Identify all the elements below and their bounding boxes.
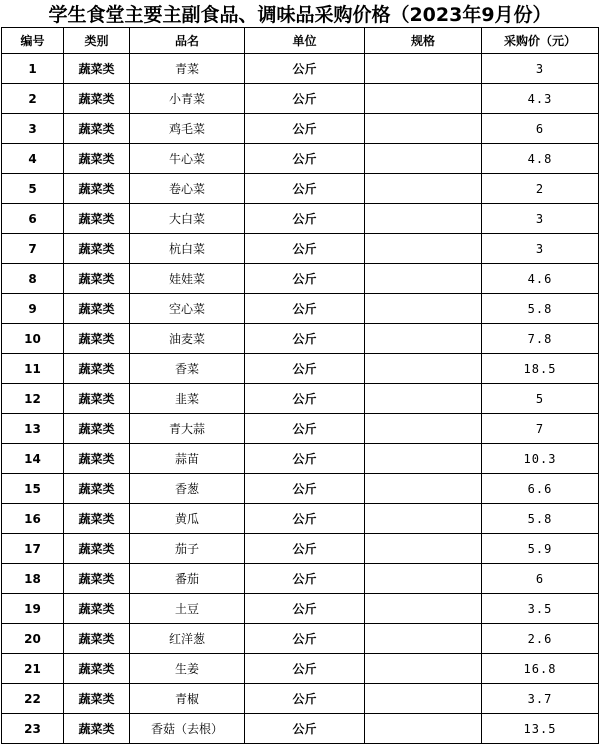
cell-spec: [365, 234, 482, 264]
cell-spec: [365, 354, 482, 384]
cell-name: 茄子: [130, 534, 245, 564]
cell-spec: [365, 474, 482, 504]
cell-name: 黄瓜: [130, 504, 245, 534]
cell-category: 蔬菜类: [64, 444, 130, 474]
cell-unit: 公斤: [245, 534, 365, 564]
cell-price: 6: [482, 114, 599, 144]
header-name: 品名: [130, 28, 245, 54]
cell-spec: [365, 114, 482, 144]
cell-category: 蔬菜类: [64, 264, 130, 294]
cell-no: 2: [2, 84, 64, 114]
cell-name: 小青菜: [130, 84, 245, 114]
table-row: [2, 234, 599, 264]
cell-spec: [365, 444, 482, 474]
cell-category: 蔬菜类: [64, 684, 130, 714]
table-row: [2, 594, 599, 624]
cell-no: 22: [2, 684, 64, 714]
header-price: 采购价（元）: [482, 28, 599, 54]
cell-price: 10.3: [482, 444, 599, 474]
cell-price: 16.8: [482, 654, 599, 684]
cell-category: 蔬菜类: [64, 234, 130, 264]
cell-name: 青大蒜: [130, 414, 245, 444]
cell-price: 3: [482, 54, 599, 84]
cell-price: 5: [482, 384, 599, 414]
header-row: [2, 28, 599, 54]
cell-name: 卷心菜: [130, 174, 245, 204]
cell-unit: 公斤: [245, 84, 365, 114]
table-row: [2, 54, 599, 84]
cell-spec: [365, 84, 482, 114]
cell-unit: 公斤: [245, 504, 365, 534]
cell-category: 蔬菜类: [64, 534, 130, 564]
cell-unit: 公斤: [245, 714, 365, 744]
table-row: [2, 684, 599, 714]
cell-unit: 公斤: [245, 444, 365, 474]
cell-price: 3.5: [482, 594, 599, 624]
cell-unit: 公斤: [245, 684, 365, 714]
cell-unit: 公斤: [245, 294, 365, 324]
cell-no: 12: [2, 384, 64, 414]
cell-spec: [365, 324, 482, 354]
cell-no: 6: [2, 204, 64, 234]
cell-spec: [365, 624, 482, 654]
cell-name: 蒜苗: [130, 444, 245, 474]
cell-unit: 公斤: [245, 114, 365, 144]
cell-name: 香葱: [130, 474, 245, 504]
cell-name: 青椒: [130, 684, 245, 714]
cell-spec: [365, 384, 482, 414]
cell-spec: [365, 54, 482, 84]
cell-unit: 公斤: [245, 354, 365, 384]
cell-price: 2.6: [482, 624, 599, 654]
cell-price: 2: [482, 174, 599, 204]
cell-no: 1: [2, 54, 64, 84]
cell-price: 3: [482, 234, 599, 264]
cell-no: 13: [2, 414, 64, 444]
cell-unit: 公斤: [245, 324, 365, 354]
cell-spec: [365, 174, 482, 204]
cell-category: 蔬菜类: [64, 174, 130, 204]
table-row: [2, 174, 599, 204]
cell-name: 空心菜: [130, 294, 245, 324]
cell-category: 蔬菜类: [64, 144, 130, 174]
cell-price: 18.5: [482, 354, 599, 384]
cell-spec: [365, 564, 482, 594]
cell-category: 蔬菜类: [64, 654, 130, 684]
cell-name: 土豆: [130, 594, 245, 624]
cell-spec: [365, 684, 482, 714]
cell-price: 5.9: [482, 534, 599, 564]
cell-category: 蔬菜类: [64, 594, 130, 624]
cell-price: 6.6: [482, 474, 599, 504]
cell-name: 娃娃菜: [130, 264, 245, 294]
header-unit: 单位: [245, 28, 365, 54]
cell-name: 番茄: [130, 564, 245, 594]
cell-name: 杭白菜: [130, 234, 245, 264]
table-row: [2, 564, 599, 594]
cell-price: 4.8: [482, 144, 599, 174]
cell-unit: 公斤: [245, 54, 365, 84]
cell-category: 蔬菜类: [64, 294, 130, 324]
cell-price: 7.8: [482, 324, 599, 354]
cell-category: 蔬菜类: [64, 114, 130, 144]
table-row: [2, 264, 599, 294]
cell-no: 20: [2, 624, 64, 654]
cell-unit: 公斤: [245, 264, 365, 294]
cell-name: 香菇（去根）: [130, 714, 245, 744]
table-row: [2, 474, 599, 504]
cell-name: 香菜: [130, 354, 245, 384]
cell-spec: [365, 504, 482, 534]
cell-price: 4.3: [482, 84, 599, 114]
cell-no: 5: [2, 174, 64, 204]
page-title: 学生食堂主要主副食品、调味品采购价格（2023年9月份）: [48, 4, 552, 26]
cell-no: 3: [2, 114, 64, 144]
cell-category: 蔬菜类: [64, 324, 130, 354]
cell-no: 17: [2, 534, 64, 564]
header-spec: 规格: [365, 28, 482, 54]
cell-no: 9: [2, 294, 64, 324]
table-row: [2, 354, 599, 384]
cell-unit: 公斤: [245, 144, 365, 174]
cell-category: 蔬菜类: [64, 384, 130, 414]
cell-no: 23: [2, 714, 64, 744]
cell-no: 14: [2, 444, 64, 474]
cell-no: 7: [2, 234, 64, 264]
table-row: [2, 114, 599, 144]
table-row: [2, 444, 599, 474]
table-row: [2, 204, 599, 234]
cell-no: 21: [2, 654, 64, 684]
cell-name: 红洋葱: [130, 624, 245, 654]
cell-price: 3: [482, 204, 599, 234]
cell-spec: [365, 714, 482, 744]
cell-price: 6: [482, 564, 599, 594]
cell-spec: [365, 534, 482, 564]
cell-spec: [365, 294, 482, 324]
cell-unit: 公斤: [245, 234, 365, 264]
table-row: [2, 324, 599, 354]
cell-unit: 公斤: [245, 414, 365, 444]
cell-spec: [365, 594, 482, 624]
cell-unit: 公斤: [245, 474, 365, 504]
cell-unit: 公斤: [245, 594, 365, 624]
cell-unit: 公斤: [245, 384, 365, 414]
cell-price: 4.6: [482, 264, 599, 294]
table-body: [2, 54, 599, 744]
cell-no: 16: [2, 504, 64, 534]
cell-spec: [365, 264, 482, 294]
cell-no: 11: [2, 354, 64, 384]
table-row: [2, 294, 599, 324]
cell-category: 蔬菜类: [64, 564, 130, 594]
cell-name: 油麦菜: [130, 324, 245, 354]
cell-spec: [365, 414, 482, 444]
cell-category: 蔬菜类: [64, 414, 130, 444]
cell-category: 蔬菜类: [64, 54, 130, 84]
cell-category: 蔬菜类: [64, 504, 130, 534]
header-category: 类别: [64, 28, 130, 54]
cell-unit: 公斤: [245, 564, 365, 594]
cell-no: 19: [2, 594, 64, 624]
cell-price: 5.8: [482, 504, 599, 534]
cell-no: 10: [2, 324, 64, 354]
cell-name: 生姜: [130, 654, 245, 684]
cell-category: 蔬菜类: [64, 204, 130, 234]
cell-category: 蔬菜类: [64, 714, 130, 744]
cell-price: 7: [482, 414, 599, 444]
cell-spec: [365, 204, 482, 234]
cell-category: 蔬菜类: [64, 474, 130, 504]
cell-no: 15: [2, 474, 64, 504]
cell-no: 4: [2, 144, 64, 174]
cell-price: 13.5: [482, 714, 599, 744]
cell-unit: 公斤: [245, 624, 365, 654]
cell-category: 蔬菜类: [64, 354, 130, 384]
cell-category: 蔬菜类: [64, 84, 130, 114]
cell-no: 8: [2, 264, 64, 294]
table-row: [2, 504, 599, 534]
price-table: [1, 27, 599, 744]
table-row: [2, 654, 599, 684]
cell-name: 青菜: [130, 54, 245, 84]
cell-name: 韭菜: [130, 384, 245, 414]
cell-name: 鸡毛菜: [130, 114, 245, 144]
table-row: [2, 384, 599, 414]
cell-unit: 公斤: [245, 204, 365, 234]
table-row: [2, 624, 599, 654]
cell-name: 大白菜: [130, 204, 245, 234]
table-row: [2, 144, 599, 174]
cell-category: 蔬菜类: [64, 624, 130, 654]
table-row: [2, 714, 599, 744]
table-row: [2, 84, 599, 114]
cell-unit: 公斤: [245, 174, 365, 204]
table-row: [2, 414, 599, 444]
cell-unit: 公斤: [245, 654, 365, 684]
cell-spec: [365, 144, 482, 174]
cell-price: 5.8: [482, 294, 599, 324]
cell-price: 3.7: [482, 684, 599, 714]
cell-no: 18: [2, 564, 64, 594]
header-no: 编号: [2, 28, 64, 54]
cell-name: 牛心菜: [130, 144, 245, 174]
cell-spec: [365, 654, 482, 684]
table-row: [2, 534, 599, 564]
